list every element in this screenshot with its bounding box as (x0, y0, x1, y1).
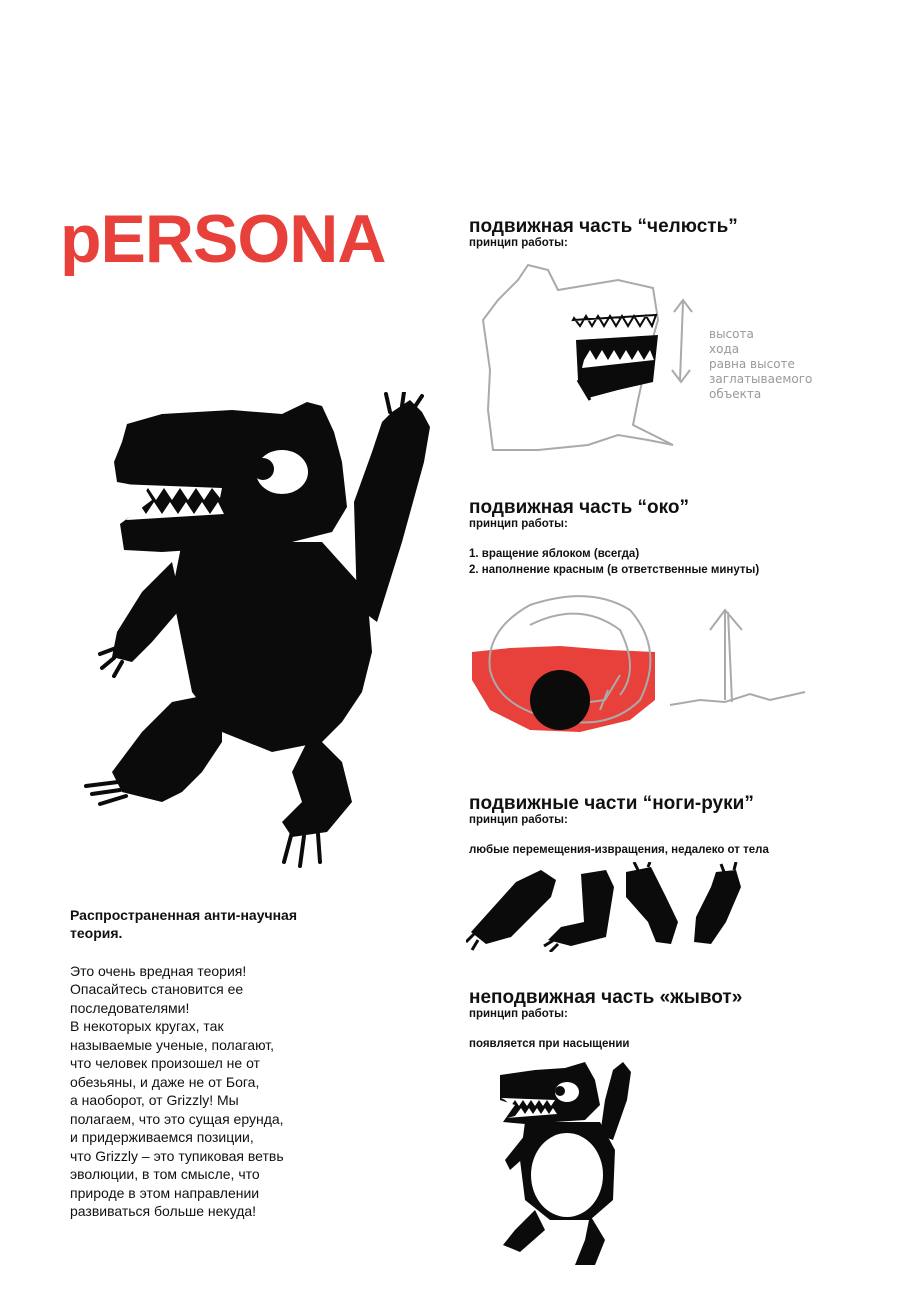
big-bear-illustration (72, 392, 442, 882)
limbs-section-heading: подвижные части “ноги-руки” (469, 793, 754, 814)
theory-line: и придерживаемся позиции, (70, 1129, 254, 1146)
eye-section-subheading: принцип работы: (469, 518, 568, 530)
page-title: pERSONA (60, 201, 386, 277)
jaw-sketch (478, 260, 708, 460)
belly-text: появляется при насыщении (469, 1038, 630, 1050)
eye-section-heading: подвижная часть “око” (469, 497, 690, 518)
jaw-note-line: равна высоте (709, 357, 795, 371)
jaw-note-line: хода (709, 342, 740, 356)
jaw-section-heading: подвижная часть “челюсть” (469, 216, 738, 237)
jaw-note-line: объекта (709, 387, 762, 401)
limbs-section-subheading: принцип работы: (469, 814, 568, 826)
jaw-note-line: заглатываемого (709, 372, 813, 386)
theory-line: эволюции, в том смысле, что (70, 1166, 260, 1183)
jaw-note (709, 327, 812, 402)
theory-line: Это очень вредная теория! (70, 963, 247, 979)
limbs-illustration (466, 862, 756, 952)
theory-line: что человек произошел не от (70, 1055, 260, 1072)
jaw-note-line: высота (709, 327, 754, 341)
belly-section-heading: неподвижная часть «жывот» (469, 987, 743, 1008)
eye-item: 1. вращение яблоком (всегда) (469, 548, 640, 560)
theory-line: что Grizzly – это тупиковая ветвь (70, 1147, 284, 1164)
theory-line: полагаем, что это сущая ерунда, (70, 1110, 284, 1127)
theory-heading: Распространенная анти-научная теория. (70, 907, 298, 942)
belly-section-subheading: принцип работы: (469, 1008, 568, 1020)
limbs-text: любые перемещения-извращения, недалеко от тела (469, 844, 769, 856)
small-bear-illustration (495, 1060, 640, 1270)
theory-line: В некоторых кругах, так (70, 1018, 224, 1035)
theory-line: природе в этом направлении (70, 1184, 260, 1201)
theory-line: последователями! (70, 999, 190, 1016)
theory-line: обезьяны, и даже не от Бога, (70, 1073, 260, 1090)
theory-line: Опасайтесь становится ее (70, 981, 244, 998)
eye-sketch (470, 590, 810, 740)
theory-body (70, 962, 332, 1221)
theory-line: а наоборот, от Grizzly! Мы (70, 1092, 239, 1109)
jaw-section-subheading: принцип работы: (469, 237, 568, 249)
theory-line: называемые ученые, полагают, (70, 1036, 275, 1053)
eye-item: 2. наполнение красным (в ответственные минуты) (469, 564, 760, 576)
theory-line: развиваться больше некуда! (70, 1203, 257, 1220)
